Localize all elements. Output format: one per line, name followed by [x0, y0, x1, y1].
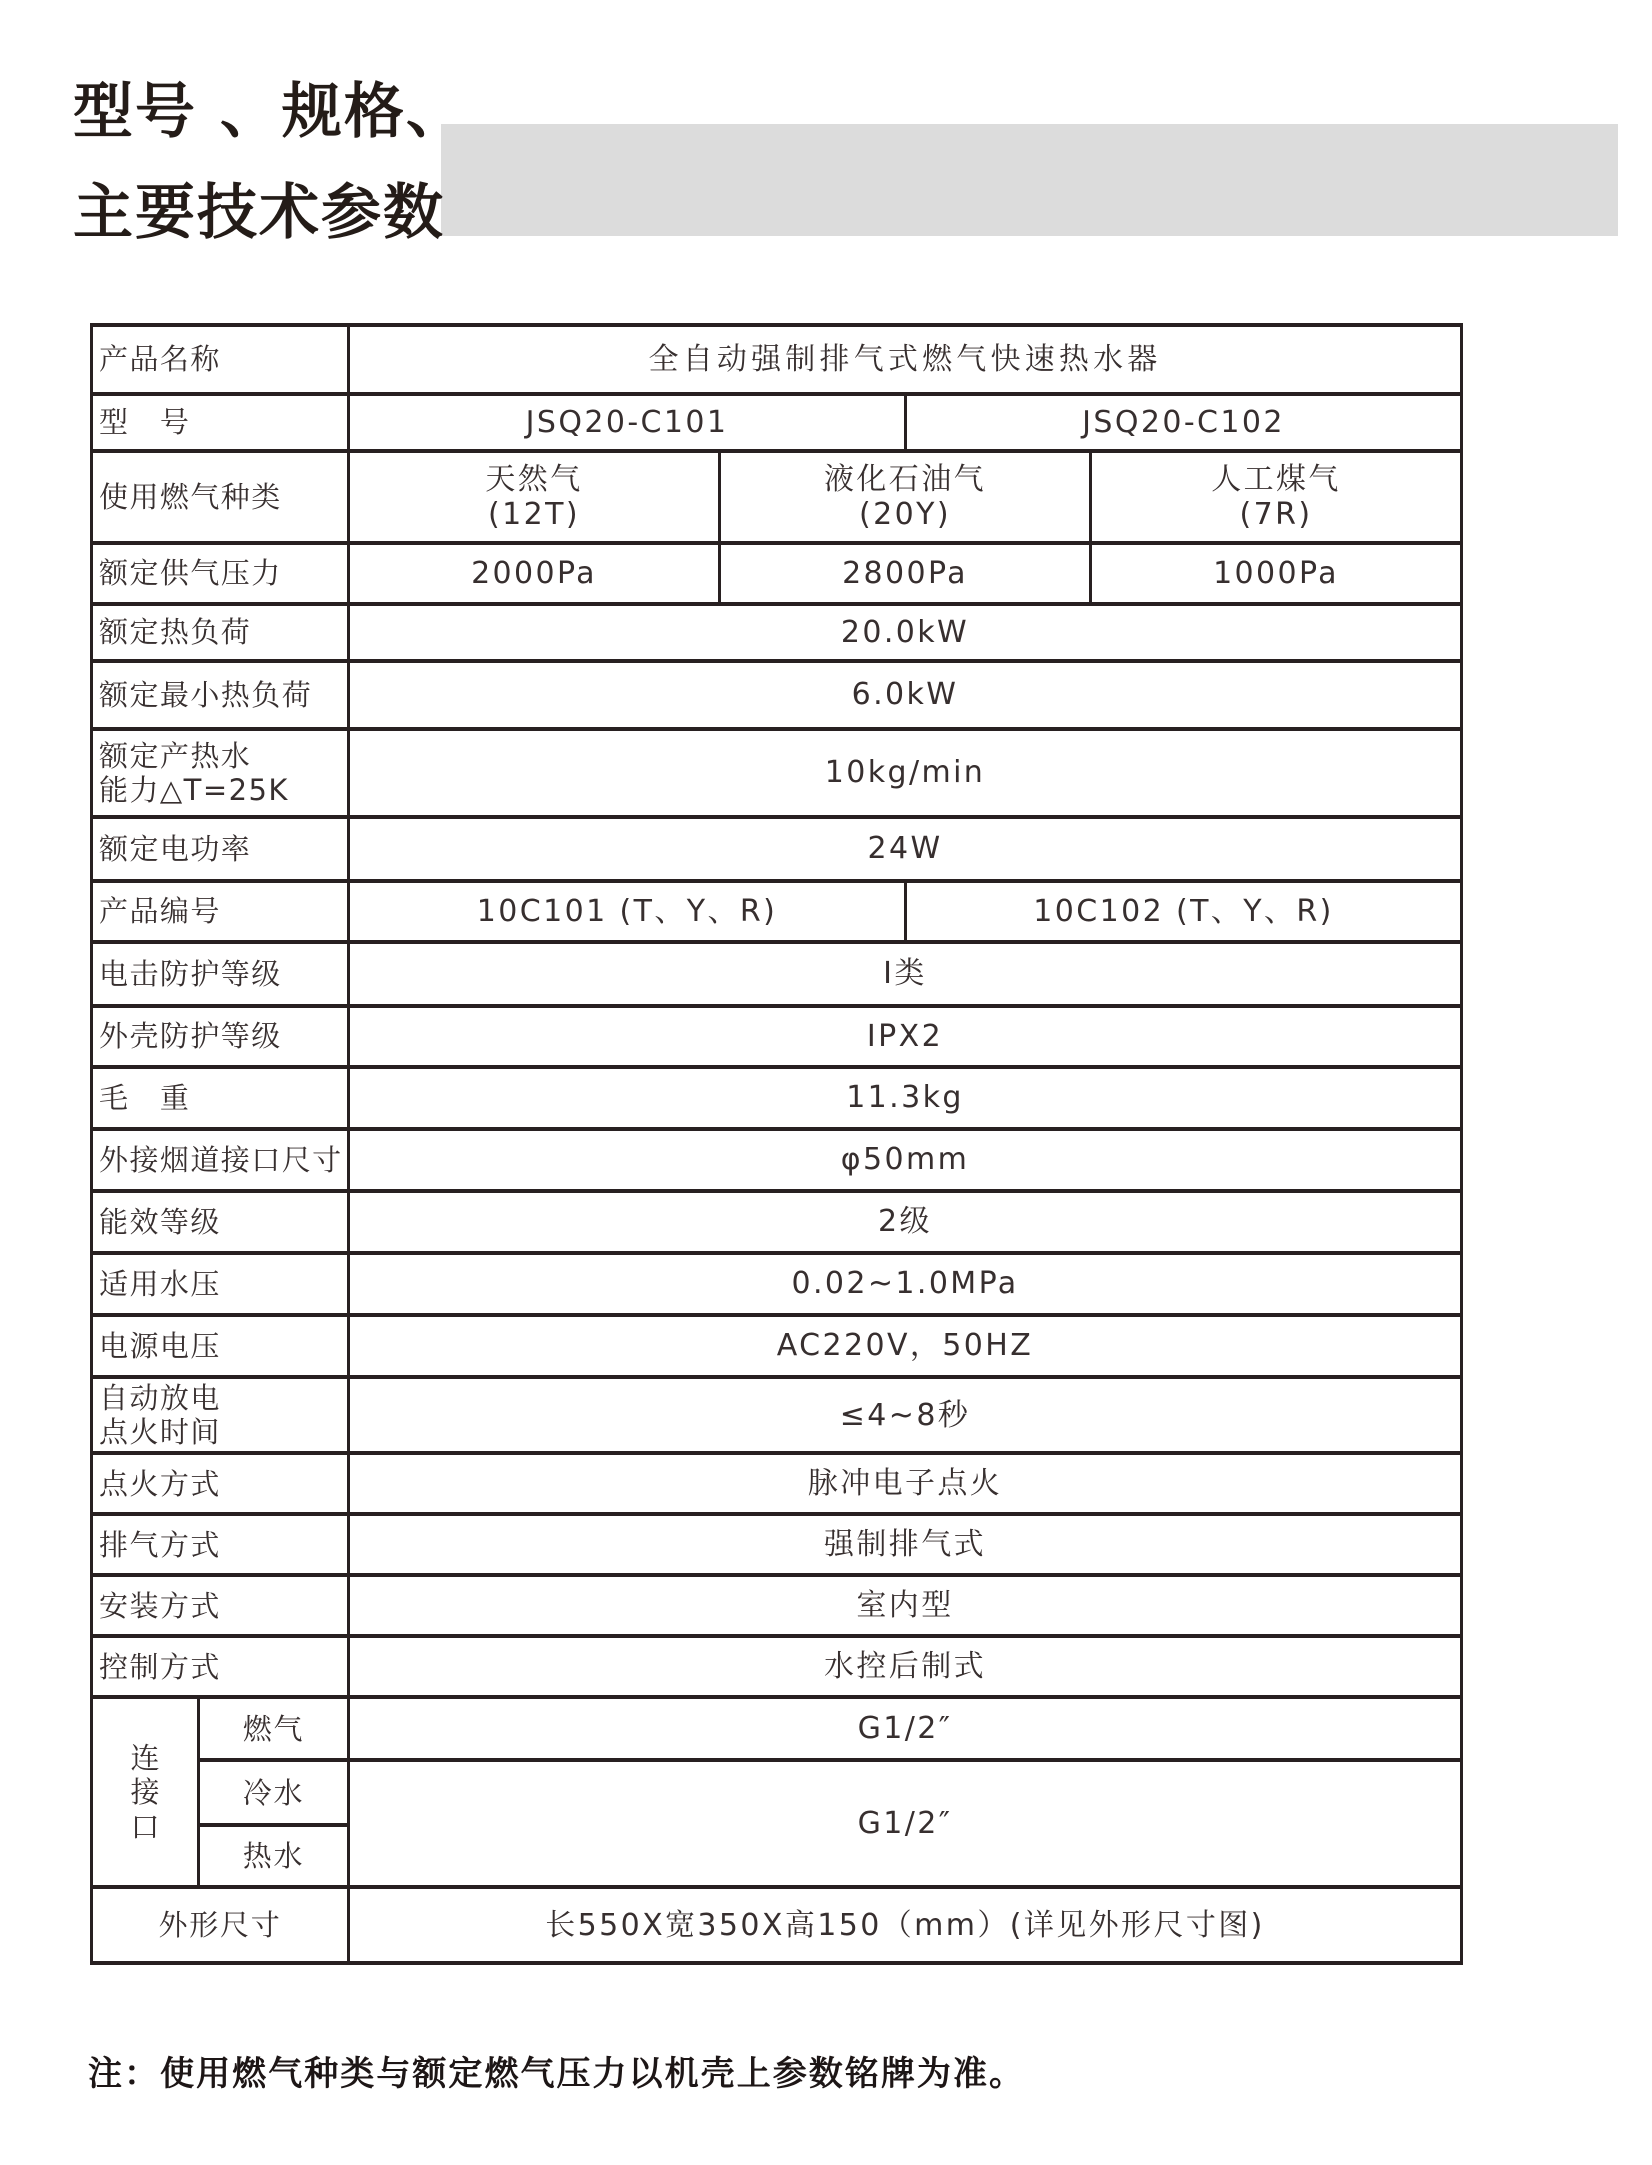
table-row — [92, 817, 1462, 881]
table-row — [92, 1191, 1462, 1253]
value-min-heat-load: 6.0kW — [349, 661, 1462, 729]
table-row — [92, 1129, 1462, 1191]
value-control-mode: 水控后制式 — [349, 1636, 1462, 1697]
table-row — [92, 543, 1462, 604]
value-exhaust-mode: 强制排气式 — [349, 1514, 1462, 1575]
value-gas-port: G1/2″ — [349, 1697, 1462, 1760]
table-row — [92, 1453, 1462, 1514]
value-electric-power: 24W — [349, 817, 1462, 881]
row-label-supply-voltage: 电源电压 — [92, 1315, 349, 1377]
value-gross-weight: 11.3kg — [349, 1067, 1462, 1129]
value-pressure-lpg: 2800Pa — [720, 543, 1091, 604]
value-water-ports: G1/2″ — [349, 1760, 1462, 1887]
value-pressure-coal: 1000Pa — [1091, 543, 1462, 604]
table-row — [92, 325, 1462, 394]
value-product-number-1: 10C101 (T、Y、R) — [349, 881, 906, 942]
table-row — [92, 1636, 1462, 1697]
row-label-hot-water-capacity: 额定产热水 能力△T=25K — [92, 729, 349, 817]
value-dimensions: 长550X宽350X高150（mm）(详见外形尺寸图) — [349, 1887, 1462, 1963]
row-label-enclosure-protection: 外壳防护等级 — [92, 1006, 349, 1067]
value-product-name: 全自动强制排气式燃气快速热水器 — [349, 325, 1462, 394]
table-row — [92, 729, 1462, 817]
table-row — [92, 661, 1462, 729]
row-label-product-number: 产品编号 — [92, 881, 349, 942]
row-label-gas-type: 使用燃气种类 — [92, 451, 349, 543]
value-installation: 室内型 — [349, 1575, 1462, 1636]
value-flue-size: φ50mm — [349, 1129, 1462, 1191]
table-row — [92, 1253, 1462, 1315]
table-row — [92, 451, 1462, 543]
row-label-heat-load: 额定热负荷 — [92, 604, 349, 661]
spec-table — [90, 323, 1463, 1965]
row-label-gas-port: 燃气 — [199, 1697, 349, 1760]
page-title-line2: 主要技术参数 — [73, 178, 445, 248]
value-hot-water-capacity: 10kg/min — [349, 729, 1462, 817]
value-supply-voltage: AC220V，50HZ — [349, 1315, 1462, 1377]
table-row — [92, 1006, 1462, 1067]
table-row — [92, 1377, 1462, 1453]
value-model-1: JSQ20-C101 — [349, 394, 906, 451]
value-pressure-natural: 2000Pa — [349, 543, 720, 604]
value-model-2: JSQ20-C102 — [906, 394, 1462, 451]
row-label-cold-water-port: 冷水 — [199, 1760, 349, 1825]
value-gas-natural: 天然气 (12T) — [349, 451, 720, 543]
row-label-hot-water-port: 热水 — [199, 1825, 349, 1887]
table-row — [92, 1575, 1462, 1636]
table-row — [92, 881, 1462, 942]
page-note: 注：使用燃气种类与额定燃气压力以机壳上参数铭牌为准。 — [88, 2054, 1026, 2094]
value-product-number-2: 10C102 (T、Y、R) — [906, 881, 1462, 942]
page-title — [73, 62, 468, 264]
value-shock-protection: Ⅰ类 — [349, 942, 1462, 1006]
row-label-exhaust-mode: 排气方式 — [92, 1514, 349, 1575]
row-label-energy-efficiency: 能效等级 — [92, 1191, 349, 1253]
table-row — [92, 942, 1462, 1006]
connector-ports-label: 连 接 口 — [92, 1697, 199, 1887]
row-label-flue-size: 外接烟道接口尺寸 — [92, 1129, 349, 1191]
value-water-pressure: 0.02~1.0MPa — [349, 1253, 1462, 1315]
table-row — [92, 394, 1462, 451]
row-label-electric-power: 额定电功率 — [92, 817, 349, 881]
row-label-ignition-time: 自动放电 点火时间 — [92, 1377, 349, 1453]
row-label-ignition-mode: 点火方式 — [92, 1453, 349, 1514]
row-label-control-mode: 控制方式 — [92, 1636, 349, 1697]
value-energy-efficiency: 2级 — [349, 1191, 1462, 1253]
row-label-installation: 安装方式 — [92, 1575, 349, 1636]
row-label-gross-weight: 毛 重 — [92, 1067, 349, 1129]
row-label-model: 型 号 — [92, 394, 349, 451]
value-ignition-mode: 脉冲电子点火 — [349, 1453, 1462, 1514]
row-label-gas-pressure: 额定供气压力 — [92, 543, 349, 604]
row-label-water-pressure: 适用水压 — [92, 1253, 349, 1315]
value-ignition-time: ≤4~8秒 — [349, 1377, 1462, 1453]
table-row — [92, 1697, 1462, 1760]
table-row — [92, 604, 1462, 661]
row-label-min-heat-load: 额定最小热负荷 — [92, 661, 349, 729]
row-label-shock-protection: 电击防护等级 — [92, 942, 349, 1006]
page-title-line1: 型号 、规格、 — [73, 77, 468, 147]
value-gas-coal: 人工煤气 (7R) — [1091, 451, 1462, 543]
value-heat-load: 20.0kW — [349, 604, 1462, 661]
table-row — [92, 1315, 1462, 1377]
table-row — [92, 1887, 1462, 1963]
spec-table-body — [92, 325, 1462, 1963]
value-enclosure-protection: IPX2 — [349, 1006, 1462, 1067]
table-row — [92, 1067, 1462, 1129]
row-label-dimensions: 外形尺寸 — [92, 1887, 349, 1963]
row-label-product-name: 产品名称 — [92, 325, 349, 394]
accent-bar — [441, 124, 1618, 236]
table-row — [92, 1514, 1462, 1575]
value-gas-lpg: 液化石油气 (20Y) — [720, 451, 1091, 543]
table-row — [92, 1760, 1462, 1825]
